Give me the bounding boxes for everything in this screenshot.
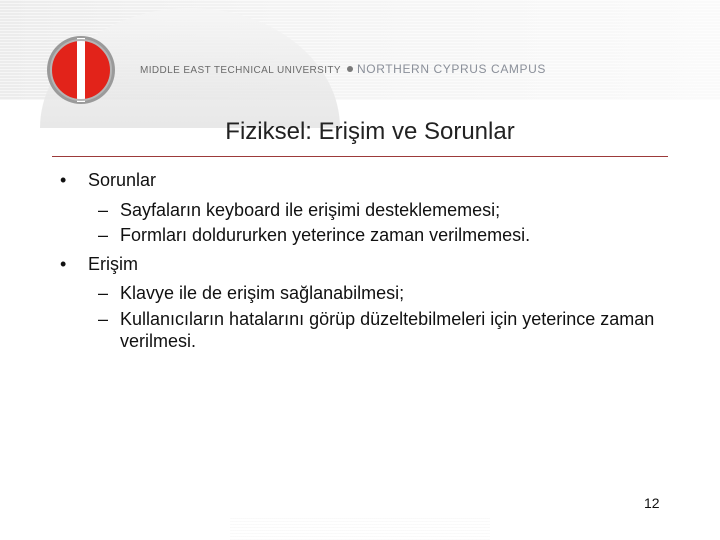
bullet-label: Erişim (88, 253, 138, 274)
bullet-item-sorunlar (60, 166, 680, 195)
dash-icon: – (98, 199, 109, 220)
bullet-item-erisim (60, 250, 680, 279)
sub-bullet-item (60, 308, 680, 352)
dash-icon: – (98, 225, 109, 245)
separator-dot-icon (347, 66, 353, 72)
page-number: 12 (644, 495, 660, 511)
sub-bullet-item (60, 282, 680, 304)
sub-bullet-text: Kullanıcıların hatalarını görüp düzeltebilmeleri için yeterince zaman verilmesi. (120, 308, 655, 351)
metu-logo-icon (45, 34, 117, 106)
sub-bullet-item (60, 199, 680, 221)
bullet-icon: • (60, 253, 67, 274)
slide-title: Fiziksel: Erişim ve Sorunlar (225, 118, 515, 145)
sub-bullet-text: Klavye ile de erişim sağlanabilmesi; (120, 283, 405, 303)
campus-name: NORTHERN CYPRUS CAMPUS (357, 62, 546, 76)
slide-header (0, 0, 720, 100)
university-name: MIDDLE EAST TECHNICAL UNIVERSITY (140, 65, 341, 76)
sub-bullet-item (60, 224, 680, 246)
bullet-label: Sorunlar (88, 170, 157, 190)
sub-bullet-text: Formları doldururken yeterince zaman verilmemesi. (120, 225, 531, 245)
footer-decoration (230, 518, 490, 540)
slide-content (60, 166, 680, 355)
bullet-icon: • (60, 170, 67, 190)
title-divider (52, 156, 668, 157)
dash-icon: – (98, 283, 109, 303)
dash-icon: – (98, 308, 109, 329)
sub-bullet-text: Sayfaların keyboard ile erişimi desteklememesi; (120, 199, 501, 220)
university-banner (140, 62, 546, 76)
